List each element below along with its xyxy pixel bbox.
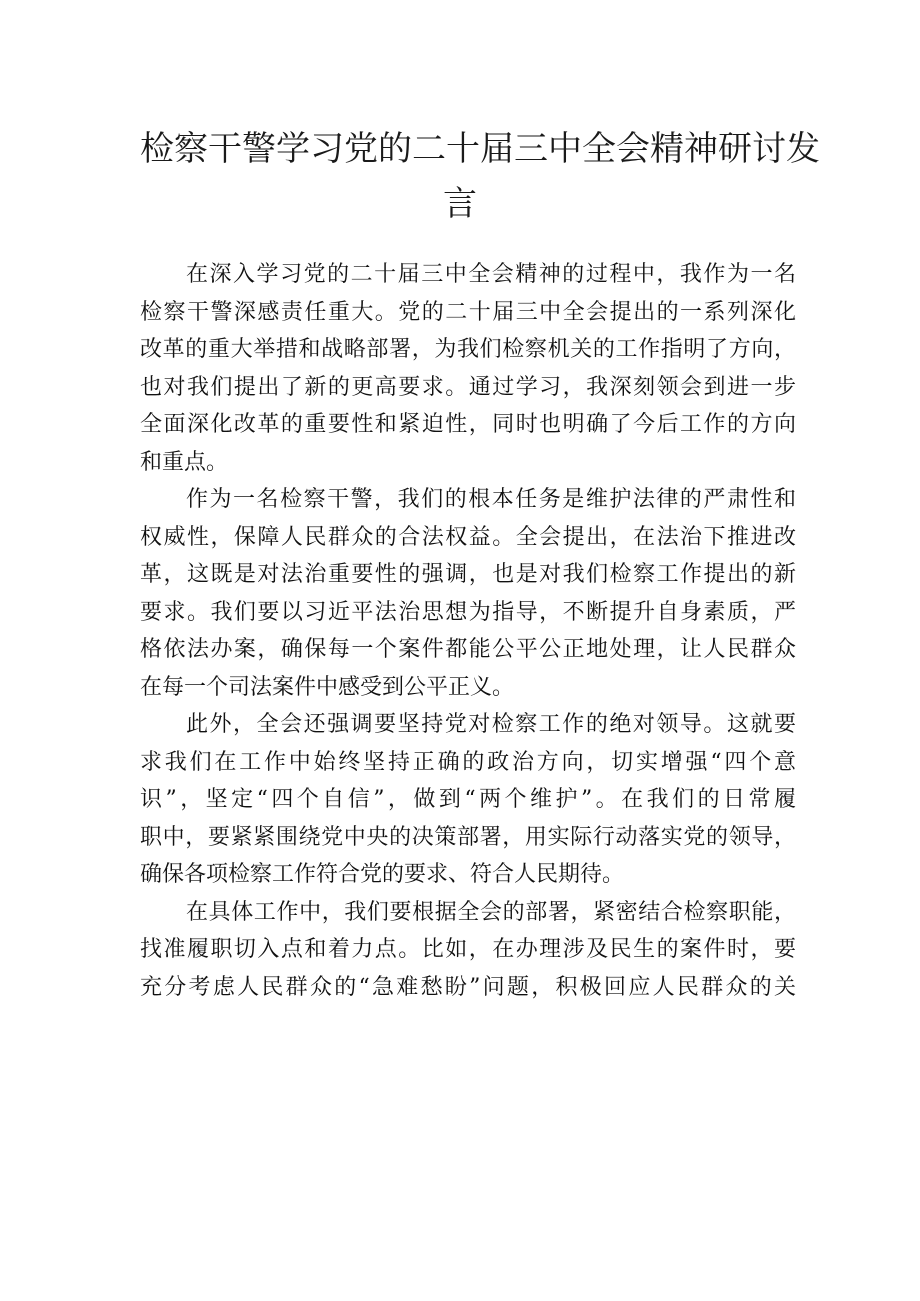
paragraph-1 <box>140 256 796 481</box>
text-line: 充分考虑人民群众的“急难愁盼”问题，积极回应人民群众的关 <box>140 974 796 1000</box>
title-line: 言 <box>443 184 477 224</box>
text-line: 职中，要紧紧围绕党中央的决策部署，用实际行动落实党的领导， <box>140 824 796 850</box>
text-line: 权威性，保障人民群众的合法权益。全会提出，在法治下推进改 <box>140 524 796 550</box>
text-line: 在每一个司法案件中感受到公平正义。 <box>140 674 515 700</box>
document-title <box>140 122 820 232</box>
text-line: 确保各项检察工作符合党的要求、符合人民期待。 <box>140 862 625 887</box>
text-line: 改革的重大举措和战略部署，为我们检察机关的工作指明了方向， <box>140 337 796 362</box>
text-line: 和重点。 <box>140 449 229 475</box>
text-line: 也对我们提出了新的更高要求。通过学习，我深刻领会到进一步 <box>140 374 796 400</box>
text-line: 找准履职切入点和着力点。比如，在办理涉及民生的案件时，要 <box>140 937 796 962</box>
text-line: 求我们在工作中始终坚持正确的政治方向，切实增强“四个意 <box>140 749 796 775</box>
text-line: 要求。我们要以习近平法治思想为指导，不断提升自身素质，严 <box>140 599 796 625</box>
text-line: 作为一名检察干警，我们的根本任务是维护法律的严肃性和 <box>186 487 796 512</box>
document-body <box>140 256 796 1006</box>
text-line: 全面深化改革的重要性和紧迫性，同时也明确了今后工作的方向 <box>140 412 796 437</box>
paragraph-3 <box>140 706 796 894</box>
text-line: 检察干警深感责任重大。党的二十届三中全会提出的一系列深化 <box>140 299 796 325</box>
text-line: 识”，坚定“四个自信”，做到“两个维护”。在我们的日常履 <box>140 787 796 812</box>
title-line: 检察干警学习党的二十届三中全会精神研讨发 <box>140 129 820 169</box>
paragraph-4 <box>140 894 796 1007</box>
text-line: 此外，全会还强调要坚持党对检察工作的绝对领导。这就要 <box>186 712 796 737</box>
text-line: 在具体工作中，我们要根据全会的部署，紧密结合检察职能， <box>186 899 796 925</box>
paragraph-2 <box>140 481 796 706</box>
text-line: 格依法办案，确保每一个案件都能公平公正地处理，让人民群众 <box>140 637 796 662</box>
text-line: 革，这既是对法治重要性的强调，也是对我们检察工作提出的新 <box>140 562 796 587</box>
text-line: 在深入学习党的二十届三中全会精神的过程中，我作为一名 <box>186 262 796 287</box>
